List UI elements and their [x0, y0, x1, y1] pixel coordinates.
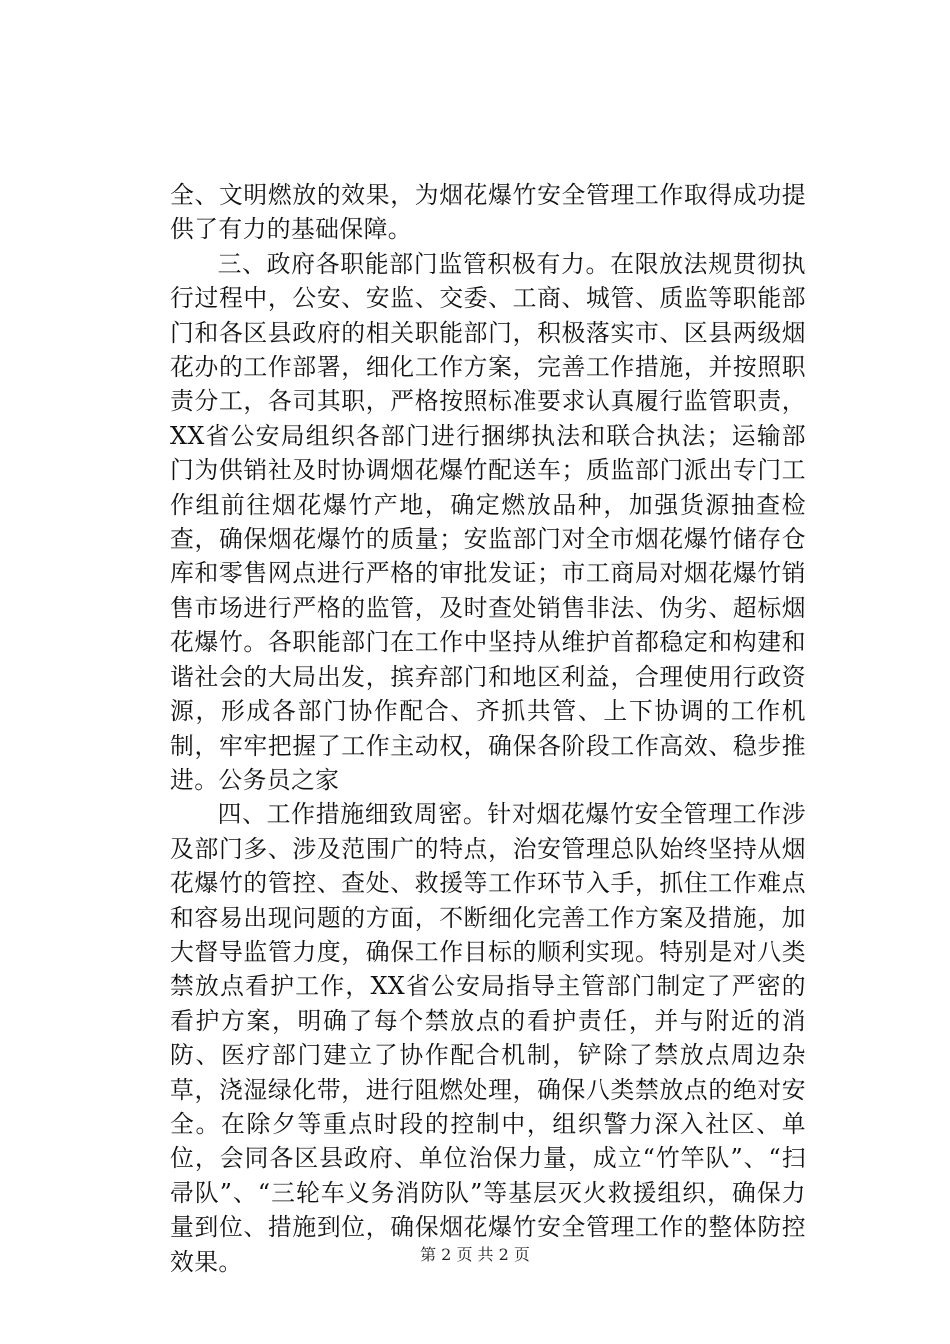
paragraph-continuation: 全、文明燃放的效果，为烟花爆竹安全管理工作取得成功提供了有力的基础保障。: [170, 181, 806, 244]
page-footer: 第 2 页 共 2 页: [420, 1245, 530, 1264]
paragraph-section-three: 三、政府各职能部门监管积极有力。在限放法规贯彻执行过程中，公安、安监、交委、工商、城管、质监等职能部门和各区县政府的相关职能部门，积极落实市、区县两级烟花办的工作部署，细化工作方案，完善工作措施，并按照职责分工，各司其职，严格按照标准要求认真履行监管职责，XX省公安局组织各部门进行捆绑执法和联合执法；运输部门为供销社及时协调烟花爆竹配送车；质监部门派出专门工作组前往烟花爆竹产地，确定燃放品种，加强货源抽查检查，确保烟花爆竹的质量；安监部门对全市烟花爆竹储存仓库和零售网点进行严格的审批发证；市工商局对烟花爆竹销售市场进行严格的监管，及时查处销售非法、伪劣、超标烟花爆竹。各职能部门在工作中坚持从维护首都稳定和构建和谐社会的大局出发，摈弃部门和地区利益，合理使用行政资源，形成各部门协作配合、齐抓共管、上下协调的工作机制，牢牢把握了工作主动权，确保各阶段工作高效、稳步推进。公务员之家: [170, 249, 806, 794]
document-body: [170, 178, 806, 1279]
paragraph-section-four: 四、工作措施细致周密。针对烟花爆竹安全管理工作涉及部门多、涉及范围广的特点，治安管理总队始终坚持从烟花爆竹的管控、查处、救援等工作环节入手，抓住工作难点和容易出现问题的方面，不断细化完善工作方案及措施，加大督导监管力度，确保工作目标的顺利实现。特别是对八类禁放点看护工作，XX省公安局指导主管部门制定了严密的看护方案，明确了每个禁放点的看护责任，并与附近的消防、医疗部门建立了协作配合机制，铲除了禁放点周边杂草，浇湿绿化带，进行阻燃处理，确保八类禁放点的绝对安全。在除夕等重点时段的控制中，组织警力深入社区、单位，会同各区县政府、单位治保力量，成立“竹竿队”、“扫帚队”、“三轮车义务消防队”等基层灭火救援组织，确保力量到位、措施到位，确保烟花爆竹安全管理工作的整体防控效果。: [170, 800, 806, 1276]
